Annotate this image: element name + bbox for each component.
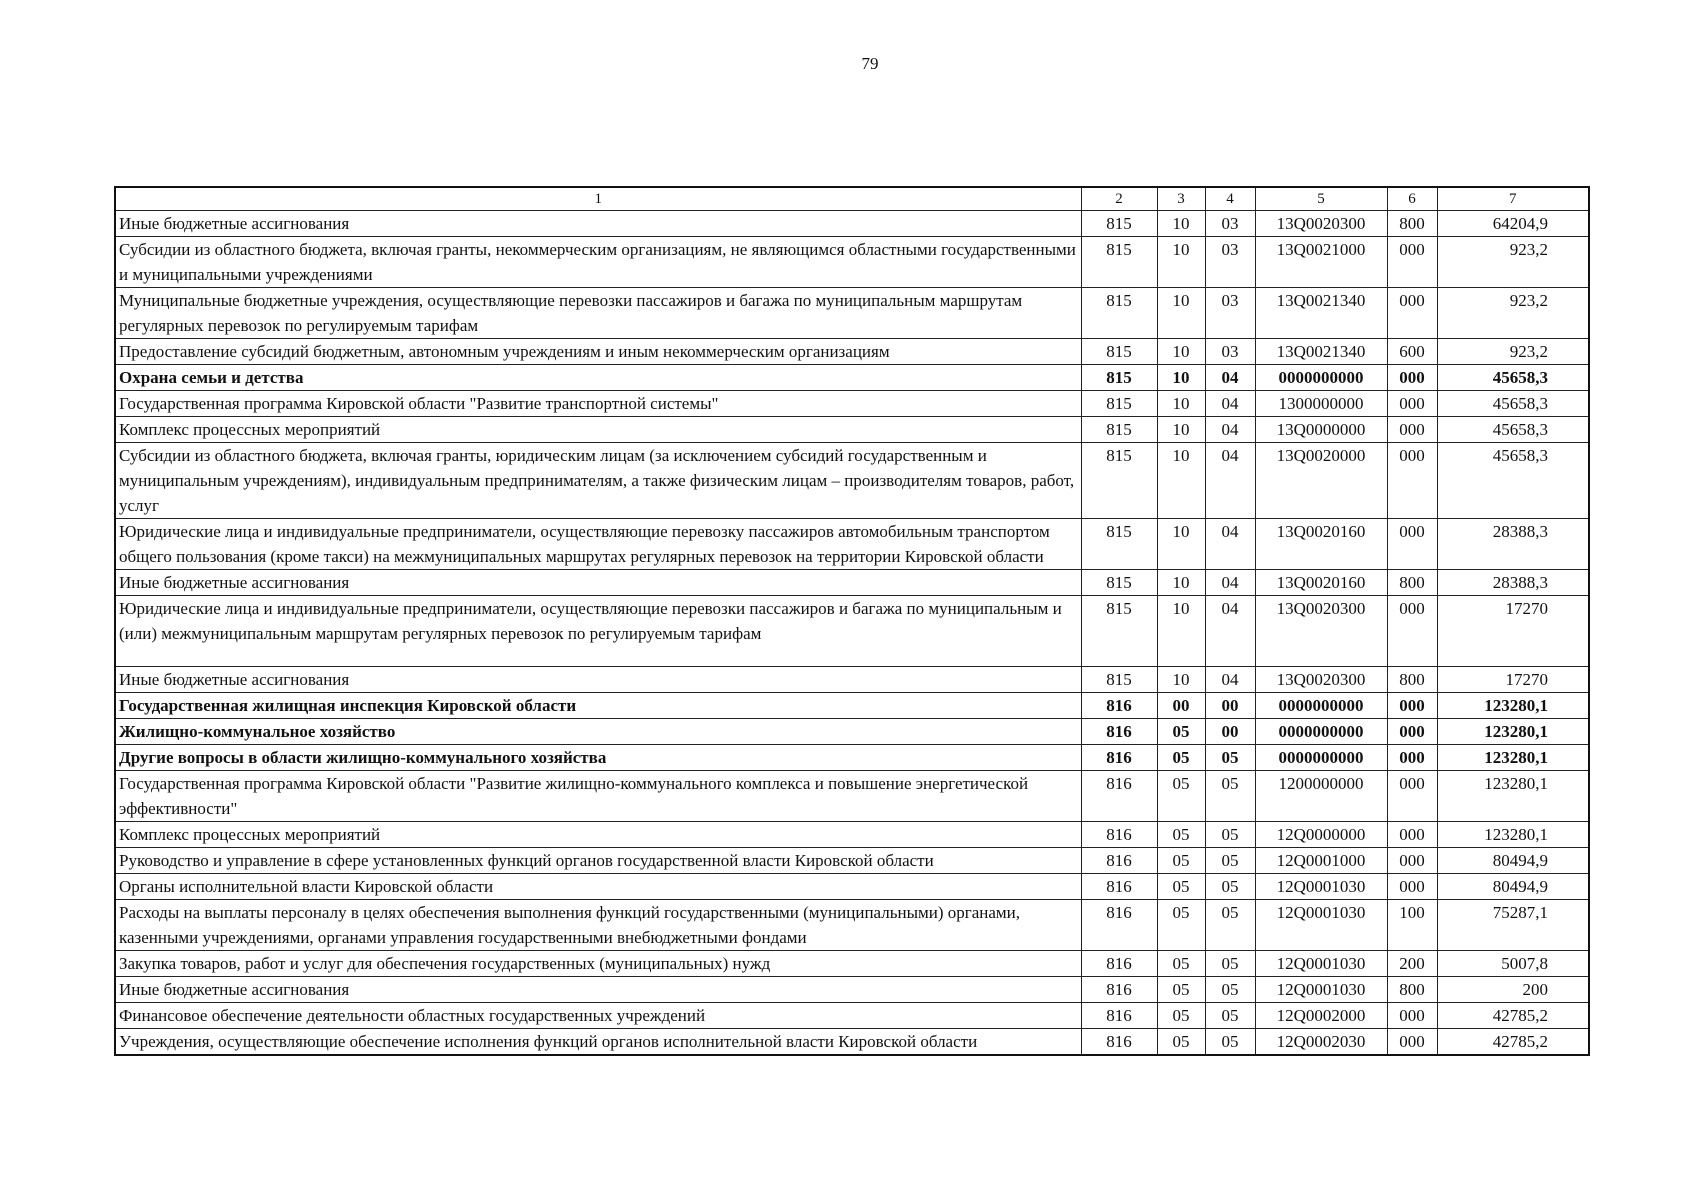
- row-name: Субсидии из областного бюджета, включая гранты, некоммерческим организациям, не являющимся областными государственными и муниципальными учреждениями: [115, 237, 1081, 288]
- table-row: [115, 693, 1589, 719]
- row-target-article: 13Q0021000: [1255, 237, 1387, 288]
- row-name: Иные бюджетные ассигнования: [115, 211, 1081, 237]
- table-row: [115, 874, 1589, 900]
- row-name: Учреждения, осуществляющие обеспечение исполнения функций органов исполнительной власти Кировской области: [115, 1029, 1081, 1056]
- row-grbs: 815: [1081, 417, 1157, 443]
- row-subsection: 04: [1205, 570, 1255, 596]
- budget-table: [114, 186, 1590, 1056]
- row-amount: 28388,3: [1437, 570, 1589, 596]
- row-amount: 17270: [1437, 667, 1589, 693]
- row-name: Предоставление субсидий бюджетным, автономным учреждениям и иным некоммерческим организациям: [115, 339, 1081, 365]
- row-target-article: 0000000000: [1255, 365, 1387, 391]
- row-amount: 45658,3: [1437, 391, 1589, 417]
- row-target-article: 12Q0002030: [1255, 1029, 1387, 1056]
- table-row: [115, 1029, 1589, 1056]
- row-amount: 123280,1: [1437, 745, 1589, 771]
- row-name: Руководство и управление в сфере установленных функций органов государственной власти Кировской области: [115, 848, 1081, 874]
- row-amount: 923,2: [1437, 339, 1589, 365]
- header-col-3: 3: [1157, 187, 1205, 211]
- row-name: Государственная жилищная инспекция Кировской области: [115, 693, 1081, 719]
- row-target-article: 12Q0001030: [1255, 951, 1387, 977]
- row-subsection: 05: [1205, 977, 1255, 1003]
- row-subsection: 04: [1205, 519, 1255, 570]
- row-section: 05: [1157, 848, 1205, 874]
- row-expense-type: 000: [1387, 693, 1437, 719]
- row-name: Государственная программа Кировской области "Развитие жилищно-коммунального комплекса и повышение энергетической эффективности": [115, 771, 1081, 822]
- row-expense-type: 000: [1387, 822, 1437, 848]
- row-amount: 923,2: [1437, 288, 1589, 339]
- header-col-2: 2: [1081, 187, 1157, 211]
- row-expense-type: 000: [1387, 719, 1437, 745]
- row-subsection: 04: [1205, 391, 1255, 417]
- row-grbs: 815: [1081, 443, 1157, 519]
- row-subsection: 05: [1205, 951, 1255, 977]
- row-section: 10: [1157, 211, 1205, 237]
- row-amount: 17270: [1437, 596, 1589, 667]
- row-subsection: 05: [1205, 900, 1255, 951]
- table-row: [115, 237, 1589, 288]
- row-name: Юридические лица и индивидуальные предприниматели, осуществляющие перевозки пассажиров и багажа по муниципальным и (или) межмуниципальным маршрутам регулярных перевозок по регулируемым тарифам: [115, 596, 1081, 667]
- row-amount: 28388,3: [1437, 519, 1589, 570]
- table-row: [115, 771, 1589, 822]
- row-target-article: 12Q0001030: [1255, 900, 1387, 951]
- table-row: [115, 417, 1589, 443]
- row-expense-type: 100: [1387, 900, 1437, 951]
- row-expense-type: 000: [1387, 417, 1437, 443]
- page-number: 79: [861, 54, 879, 73]
- table-row: [115, 443, 1589, 519]
- row-subsection: 05: [1205, 822, 1255, 848]
- row-grbs: 815: [1081, 237, 1157, 288]
- row-section: 05: [1157, 771, 1205, 822]
- table-row: [115, 1003, 1589, 1029]
- row-amount: 45658,3: [1437, 443, 1589, 519]
- row-section: 05: [1157, 719, 1205, 745]
- row-subsection: 04: [1205, 443, 1255, 519]
- row-target-article: 13Q0020300: [1255, 667, 1387, 693]
- row-subsection: 05: [1205, 1029, 1255, 1056]
- row-subsection: 03: [1205, 237, 1255, 288]
- row-target-article: 12Q0001030: [1255, 977, 1387, 1003]
- row-grbs: 816: [1081, 745, 1157, 771]
- row-expense-type: 000: [1387, 596, 1437, 667]
- row-subsection: 04: [1205, 667, 1255, 693]
- row-subsection: 00: [1205, 693, 1255, 719]
- row-amount: 75287,1: [1437, 900, 1589, 951]
- row-target-article: 1300000000: [1255, 391, 1387, 417]
- row-grbs: 816: [1081, 951, 1157, 977]
- row-expense-type: 000: [1387, 874, 1437, 900]
- row-subsection: 03: [1205, 211, 1255, 237]
- row-amount: 123280,1: [1437, 822, 1589, 848]
- row-grbs: 816: [1081, 1003, 1157, 1029]
- row-section: 10: [1157, 596, 1205, 667]
- table-row: [115, 719, 1589, 745]
- row-amount: 123280,1: [1437, 771, 1589, 822]
- row-subsection: 03: [1205, 288, 1255, 339]
- row-subsection: 05: [1205, 848, 1255, 874]
- row-amount: 80494,9: [1437, 874, 1589, 900]
- row-target-article: 0000000000: [1255, 719, 1387, 745]
- row-expense-type: 000: [1387, 365, 1437, 391]
- row-name: Финансовое обеспечение деятельности областных государственных учреждений: [115, 1003, 1081, 1029]
- row-section: 10: [1157, 519, 1205, 570]
- row-section: 05: [1157, 977, 1205, 1003]
- row-amount: 200: [1437, 977, 1589, 1003]
- row-expense-type: 000: [1387, 519, 1437, 570]
- row-target-article: 12Q0002000: [1255, 1003, 1387, 1029]
- row-name: Органы исполнительной власти Кировской области: [115, 874, 1081, 900]
- table-row: [115, 211, 1589, 237]
- row-expense-type: 200: [1387, 951, 1437, 977]
- table-row: [115, 570, 1589, 596]
- table-row: [115, 596, 1589, 667]
- row-expense-type: 600: [1387, 339, 1437, 365]
- row-target-article: 12Q0001030: [1255, 874, 1387, 900]
- row-subsection: 05: [1205, 745, 1255, 771]
- row-grbs: 815: [1081, 519, 1157, 570]
- row-section: 05: [1157, 900, 1205, 951]
- row-name: Юридические лица и индивидуальные предприниматели, осуществляющие перевозку пассажиров автомобильным транспортом общего пользования (кроме такси) на межмуниципальных маршрутах регулярных перевозок на территории Кировской области: [115, 519, 1081, 570]
- row-amount: 5007,8: [1437, 951, 1589, 977]
- row-target-article: 13Q0021340: [1255, 288, 1387, 339]
- row-grbs: 816: [1081, 822, 1157, 848]
- row-amount: 923,2: [1437, 237, 1589, 288]
- row-grbs: 815: [1081, 288, 1157, 339]
- row-section: 05: [1157, 745, 1205, 771]
- row-expense-type: 000: [1387, 1003, 1437, 1029]
- row-section: 10: [1157, 339, 1205, 365]
- table-row: [115, 951, 1589, 977]
- header-col-6: 6: [1387, 187, 1437, 211]
- row-subsection: 05: [1205, 1003, 1255, 1029]
- row-section: 05: [1157, 1003, 1205, 1029]
- row-section: 05: [1157, 951, 1205, 977]
- row-name: Комплекс процессных мероприятий: [115, 417, 1081, 443]
- row-grbs: 816: [1081, 874, 1157, 900]
- row-amount: 45658,3: [1437, 365, 1589, 391]
- table-row: [115, 667, 1589, 693]
- table-row: [115, 848, 1589, 874]
- row-section: 10: [1157, 570, 1205, 596]
- row-section: 10: [1157, 417, 1205, 443]
- table-row: [115, 745, 1589, 771]
- row-expense-type: 000: [1387, 771, 1437, 822]
- row-amount: 123280,1: [1437, 693, 1589, 719]
- row-grbs: 816: [1081, 900, 1157, 951]
- header-col-7: 7: [1437, 187, 1589, 211]
- row-amount: 80494,9: [1437, 848, 1589, 874]
- row-subsection: 03: [1205, 339, 1255, 365]
- row-name: Субсидии из областного бюджета, включая гранты, юридическим лицам (за исключением субсидий государственным и муниципальным учреждениям), индивидуальным предпринимателям, а также физическим лицам – производителям товаров, работ, услуг: [115, 443, 1081, 519]
- table-row: [115, 339, 1589, 365]
- row-target-article: 13Q0020300: [1255, 211, 1387, 237]
- row-target-article: 0000000000: [1255, 693, 1387, 719]
- table-row: [115, 391, 1589, 417]
- row-grbs: 816: [1081, 977, 1157, 1003]
- row-expense-type: 000: [1387, 237, 1437, 288]
- table-row: [115, 365, 1589, 391]
- row-name: Муниципальные бюджетные учреждения, осуществляющие перевозки пассажиров и багажа по муниципальным маршрутам регулярных перевозок по регулируемым тарифам: [115, 288, 1081, 339]
- row-section: 10: [1157, 391, 1205, 417]
- row-target-article: 0000000000: [1255, 745, 1387, 771]
- row-grbs: 816: [1081, 719, 1157, 745]
- row-target-article: 12Q0000000: [1255, 822, 1387, 848]
- row-amount: 123280,1: [1437, 719, 1589, 745]
- row-expense-type: 000: [1387, 443, 1437, 519]
- table-row: [115, 977, 1589, 1003]
- row-name: Государственная программа Кировской области "Развитие транспортной системы": [115, 391, 1081, 417]
- row-subsection: 04: [1205, 417, 1255, 443]
- row-target-article: 12Q0001000: [1255, 848, 1387, 874]
- row-subsection: 04: [1205, 596, 1255, 667]
- row-amount: 64204,9: [1437, 211, 1589, 237]
- row-subsection: 05: [1205, 874, 1255, 900]
- row-amount: 42785,2: [1437, 1029, 1589, 1056]
- row-target-article: 13Q0000000: [1255, 417, 1387, 443]
- row-section: 05: [1157, 822, 1205, 848]
- row-name: Расходы на выплаты персоналу в целях обеспечения выполнения функций государственными (муниципальными) органами, казенными учреждениями, органами управления государственными внебюджетными фондами: [115, 900, 1081, 951]
- row-name: Комплекс процессных мероприятий: [115, 822, 1081, 848]
- row-expense-type: 800: [1387, 667, 1437, 693]
- row-grbs: 815: [1081, 211, 1157, 237]
- row-expense-type: 000: [1387, 288, 1437, 339]
- row-expense-type: 800: [1387, 211, 1437, 237]
- table-row: [115, 519, 1589, 570]
- row-subsection: 00: [1205, 719, 1255, 745]
- row-target-article: 13Q0020300: [1255, 596, 1387, 667]
- table-row: [115, 288, 1589, 339]
- row-subsection: 04: [1205, 365, 1255, 391]
- row-amount: 45658,3: [1437, 417, 1589, 443]
- row-amount: 42785,2: [1437, 1003, 1589, 1029]
- row-section: 10: [1157, 667, 1205, 693]
- table-header-row: [115, 187, 1589, 211]
- row-section: 10: [1157, 288, 1205, 339]
- row-name: Жилищно-коммунальное хозяйство: [115, 719, 1081, 745]
- row-grbs: 815: [1081, 570, 1157, 596]
- header-col-4: 4: [1205, 187, 1255, 211]
- row-section: 05: [1157, 1029, 1205, 1056]
- row-name: Другие вопросы в области жилищно-коммунального хозяйства: [115, 745, 1081, 771]
- row-grbs: 815: [1081, 667, 1157, 693]
- row-target-article: 13Q0020000: [1255, 443, 1387, 519]
- header-col-1: 1: [115, 187, 1081, 211]
- row-grbs: 815: [1081, 391, 1157, 417]
- row-target-article: 13Q0020160: [1255, 570, 1387, 596]
- row-name: Иные бюджетные ассигнования: [115, 667, 1081, 693]
- table-row: [115, 822, 1589, 848]
- table-row: [115, 900, 1589, 951]
- row-expense-type: 000: [1387, 391, 1437, 417]
- row-grbs: 816: [1081, 771, 1157, 822]
- row-section: 05: [1157, 874, 1205, 900]
- row-name: Охрана семьи и детства: [115, 365, 1081, 391]
- row-expense-type: 000: [1387, 745, 1437, 771]
- header-col-5: 5: [1255, 187, 1387, 211]
- row-grbs: 815: [1081, 365, 1157, 391]
- row-name: Закупка товаров, работ и услуг для обеспечения государственных (муниципальных) нужд: [115, 951, 1081, 977]
- row-grbs: 815: [1081, 596, 1157, 667]
- row-grbs: 815: [1081, 339, 1157, 365]
- row-expense-type: 000: [1387, 848, 1437, 874]
- row-name: Иные бюджетные ассигнования: [115, 570, 1081, 596]
- row-expense-type: 800: [1387, 570, 1437, 596]
- row-target-article: 13Q0021340: [1255, 339, 1387, 365]
- row-section: 10: [1157, 237, 1205, 288]
- row-section: 00: [1157, 693, 1205, 719]
- row-subsection: 05: [1205, 771, 1255, 822]
- row-expense-type: 000: [1387, 1029, 1437, 1056]
- row-grbs: 816: [1081, 848, 1157, 874]
- row-expense-type: 800: [1387, 977, 1437, 1003]
- row-section: 10: [1157, 365, 1205, 391]
- row-name: Иные бюджетные ассигнования: [115, 977, 1081, 1003]
- row-target-article: 1200000000: [1255, 771, 1387, 822]
- row-grbs: 816: [1081, 1029, 1157, 1056]
- row-section: 10: [1157, 443, 1205, 519]
- row-grbs: 816: [1081, 693, 1157, 719]
- row-target-article: 13Q0020160: [1255, 519, 1387, 570]
